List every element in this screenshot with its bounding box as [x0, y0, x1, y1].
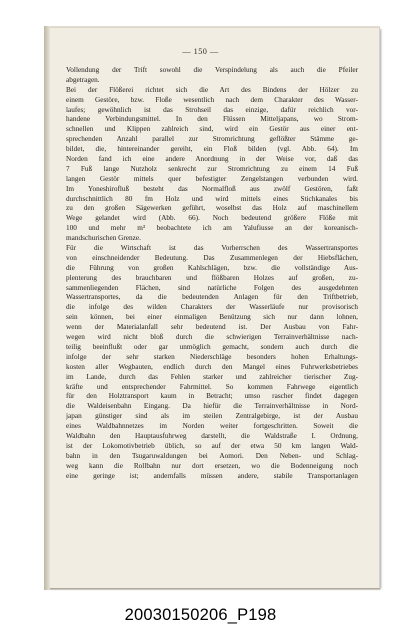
page-number: — 150 —	[182, 47, 219, 56]
text-line: plenterung des brauchbaren und flößbaren Holzes auf großen, zu-	[66, 273, 358, 282]
text-line: Wege gelandet wird (Abb. 66). Noch bedeutend größere Flöße mit	[66, 214, 358, 223]
image-caption: 20030150206_P198	[124, 606, 277, 624]
text-line: laufes; gewöhnlich ist das Strohseil das einzige, dafür reichlich vor-	[66, 105, 358, 114]
body-text	[66, 66, 358, 481]
text-line: Waldbahn den Hauptausfuhrweg darstellt, die Waldstraße I. Ordnung,	[66, 431, 358, 440]
text-line: wenn der Materialanfall sehr bedeutend ist. Der Ausbau von Fahr-	[66, 323, 358, 332]
page-binding-edge	[44, 26, 50, 590]
text-line: durchschnittlich 80 fm Holz und wird mittels eines Stichkanales bis	[66, 194, 358, 203]
text-line: ist der Lokomotivbetrieb üblich, so auf der etwa 50 km langen Wald-	[66, 441, 358, 450]
text-line: 100 und mehr m³ beobachtete ich am Yalufiusse an der koreanisch-	[66, 224, 358, 233]
text-line: bahn in den Tsugaruwaldungen bei Aomori. Den Neben- und Schlag-	[66, 451, 358, 460]
text-line: 7 Fuß lange Nutzholz senkrecht zur Stromrichtung zu einem 14 Fuß	[66, 164, 358, 173]
text-line: langen Gestör mittels quer befestigter Zengelstangen verbunden wird.	[66, 174, 358, 183]
text-line: im Lande, durch das Fehlen starker und zahlreicher tierischer Zug-	[66, 372, 358, 381]
text-line: von einschneidender Bedeutung. Das Zusammenlegen der Hiebsflächen,	[66, 253, 358, 262]
text-line: infolge der sehr starken Niederschläge besonders hohen Erhaltungs-	[66, 352, 358, 361]
text-line: die Führung von großen Kahlschlägen, bzw. die vollständige Aus-	[66, 263, 358, 272]
text-line: schnellen und Klippen zahlreich sind, wird ein Gestör aus einer ent-	[66, 125, 358, 134]
text-line: bildet, die, hintereinander gereiht, ein Floß bilden (vgl. Abb. 64). Im	[66, 145, 358, 154]
text-line: sammenliegenden Flächen, sind natürliche Folgen des ausgedehnten	[66, 283, 358, 292]
text-line: Vollendung der Trift sowohl die Verspindelung als auch die Pfeiler	[66, 66, 358, 74]
text-line: die infolge des wilden Charakters der Wasserläufe nur provisorisch	[66, 303, 358, 312]
text-line: handene Verbindungsmittel. In den Flüssen Mitteljapans, wo Strom-	[66, 115, 358, 124]
text-line: teilig beeinflußt oder gar unmöglich gemacht, sondern auch durch die	[66, 342, 358, 351]
text-line: kosten aller Wegbauten, endlich durch den Mangel eines Fuhrwerksbetriebes	[66, 362, 358, 371]
text-line: Bei der Flößerei richtet sich die Art des Bindens der Hölzer zu	[66, 85, 358, 94]
text-line: eines Waldbahnnetzes im Norden weiter fortgeschritten. Soweit die	[66, 422, 358, 431]
text-line: kräfte und entsprechender Fahrmittel. So kommen Fahrwege eigentlich	[66, 382, 358, 391]
text-line: abgetragen.	[66, 75, 100, 84]
text-line: die Waldeisenbahn Eingang. Da hiefür die Terrainverhältnisse in Nord-	[66, 402, 358, 411]
text-line: wegen wird nicht bloß durch die schwierigen Terrainverhältnisse nach-	[66, 333, 358, 342]
text-line: für den Holztransport kaum in Betracht; umso rascher findet dagegen	[66, 392, 358, 401]
text-line: zu den großen Sägewerken geführt, woselbst das Holz auf maschinellem	[66, 204, 358, 213]
text-line: mandschurischen Grenze.	[66, 234, 141, 243]
text-line: weg kann die Rollbahn nur dort ersetzen, wo die Bodenneigung noch	[66, 461, 358, 470]
text-line: einem Gestöre, bzw. Floße wesentlich nach dem Charakter des Wasser-	[66, 95, 358, 104]
text-line: japan günstiger sind als im steilen Zentralgebirge, ist der Ausbau	[66, 412, 358, 421]
text-line: Für die Wirtschaft ist das Vorherrschen des Wassertransportes	[66, 244, 358, 253]
text-line: sprechenden Anzahl parallel zur Stromrichtung geflößter Stämme ge-	[66, 135, 358, 144]
text-line: eine geringe ist; andernfalls müssen andere, stabile Transportanlagen	[66, 471, 358, 480]
text-line: sein können, bei einer einmaligen Benützung sich nur dann lohnen,	[66, 313, 358, 322]
text-line: Wassertransportes, da die bedeutenden Anlagen für den Triftbetrieb,	[66, 293, 358, 302]
text-line: Im Yoneshirofluß besteht das Normalfloß aus zwölf Gestören, faßt	[66, 184, 358, 193]
text-line: Norden fand ich eine andere Anordnung in der Weise vor, daß das	[66, 155, 358, 164]
